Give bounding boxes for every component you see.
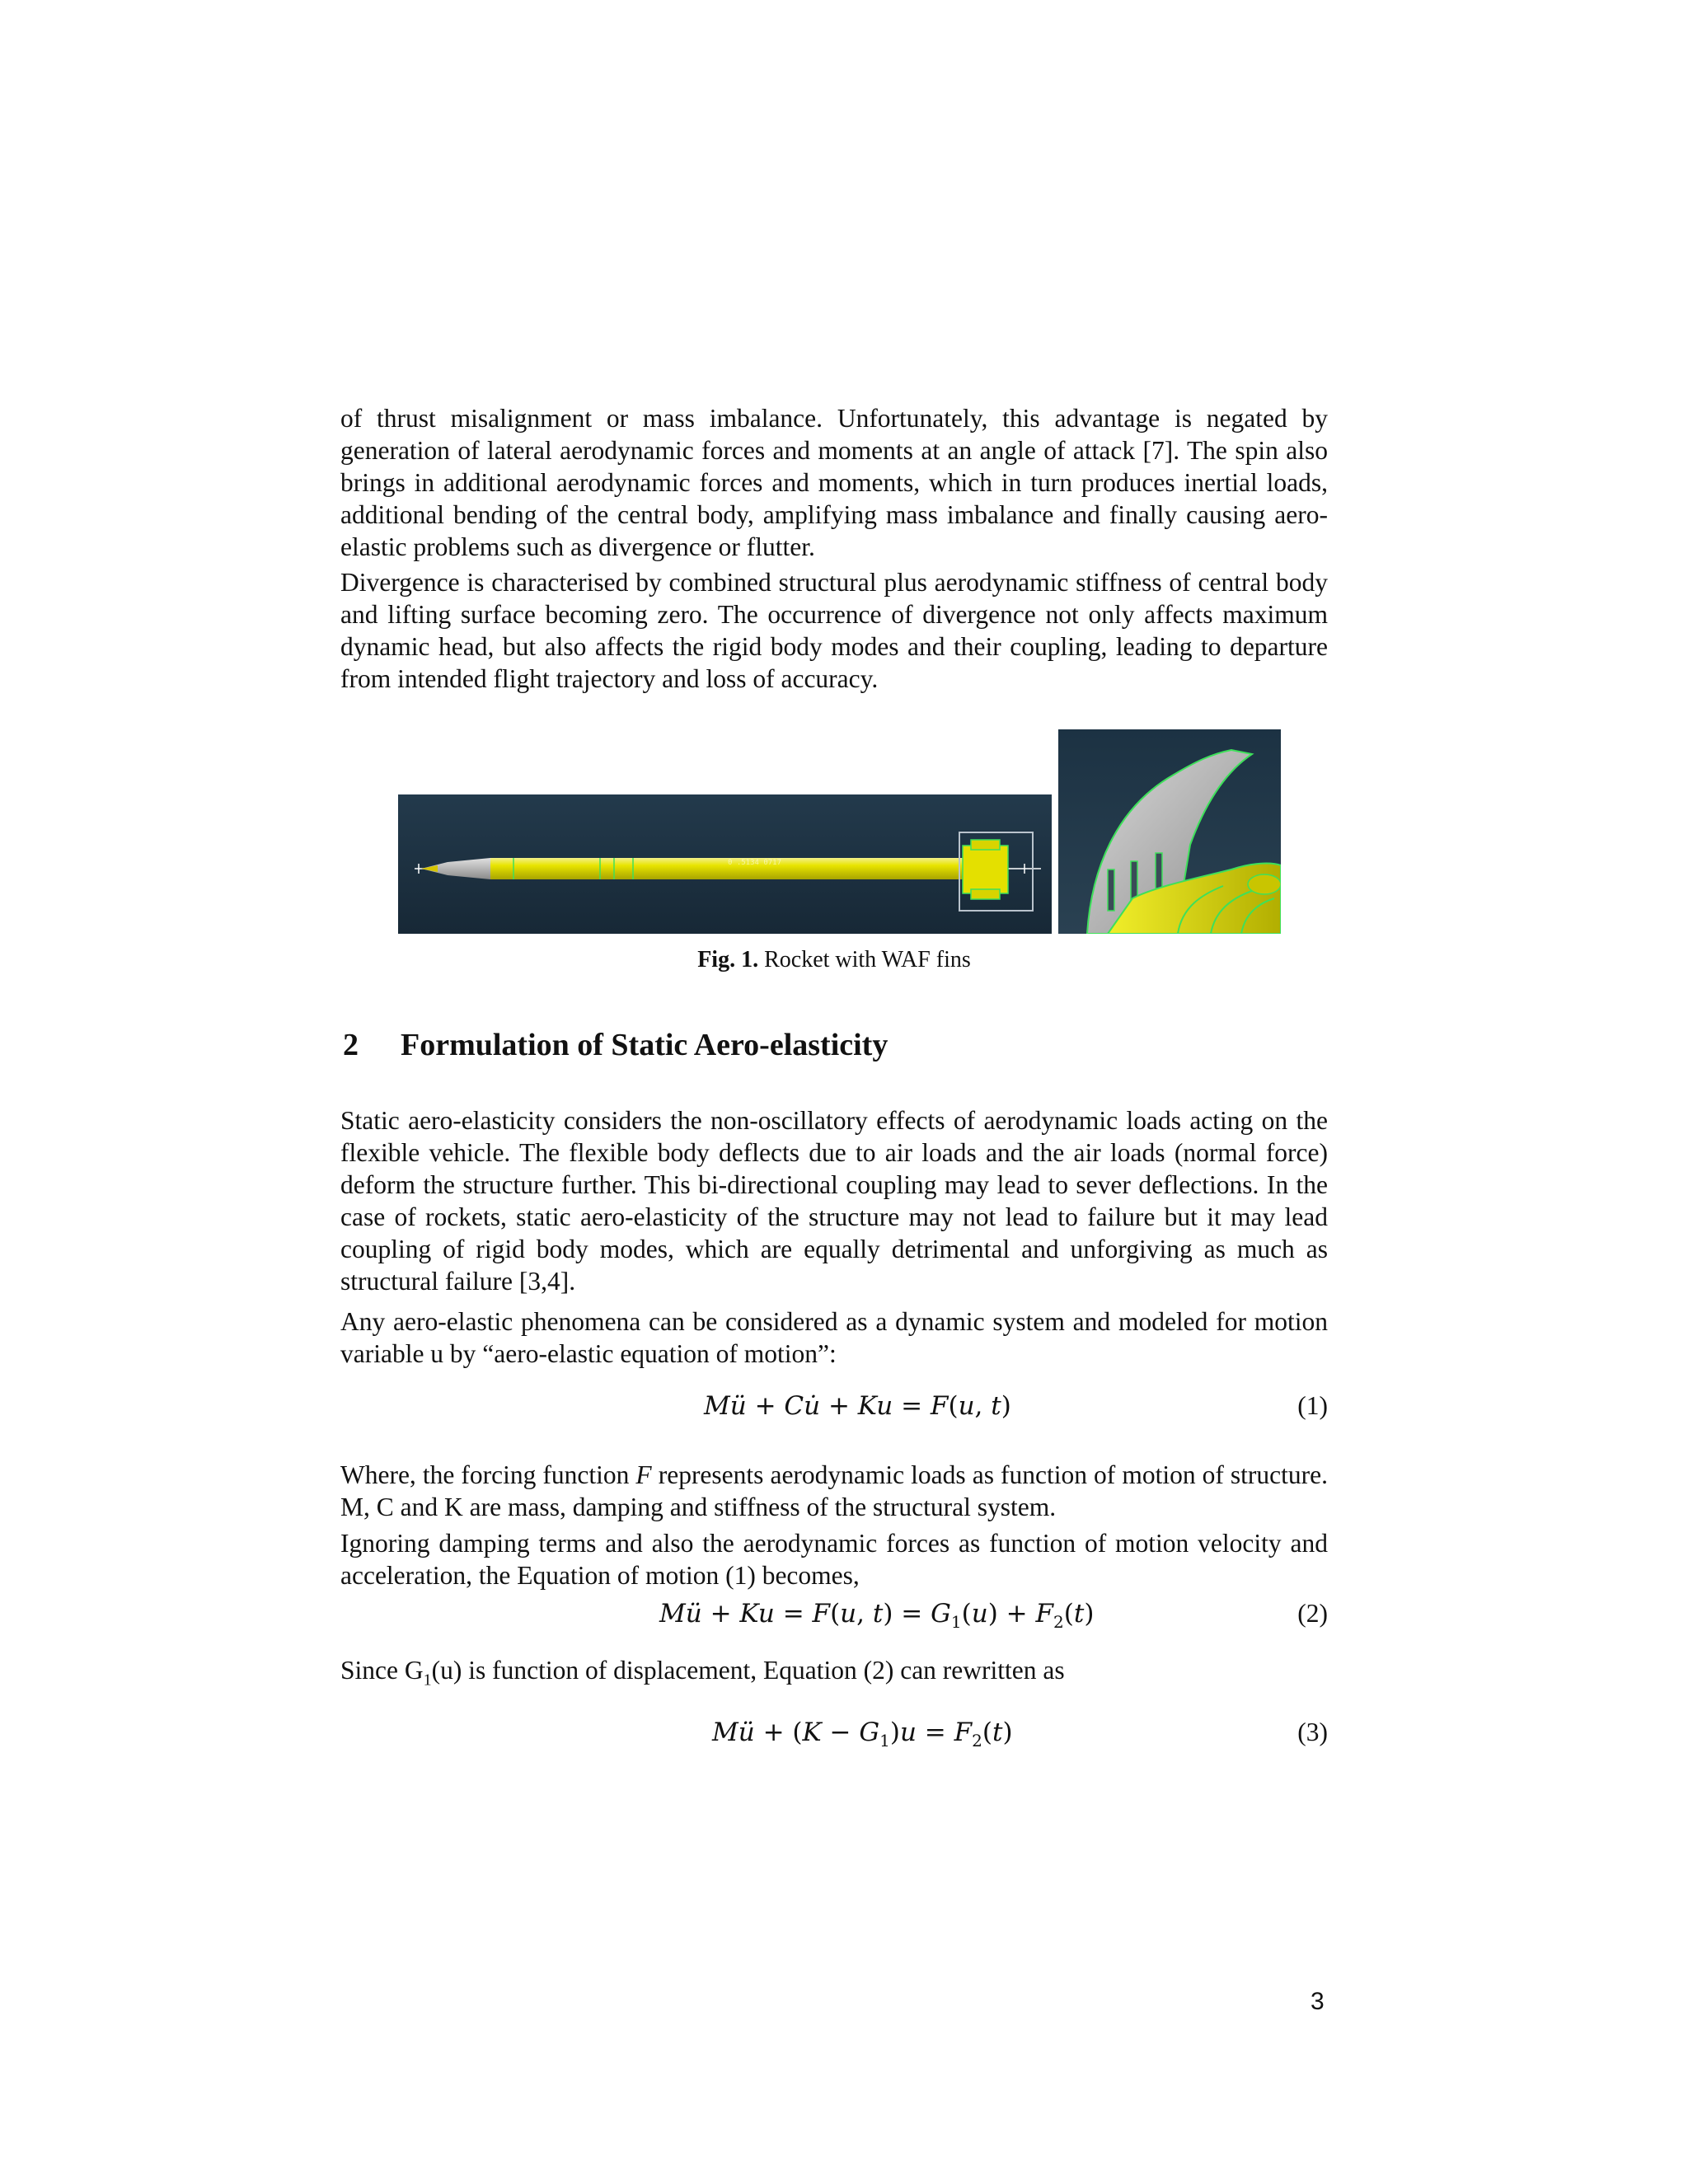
equation-1 — [340, 1388, 1328, 1424]
fin-top — [971, 840, 1000, 850]
paragraph-forcing-function — [340, 1459, 1328, 1523]
paragraph-text: of thrust misalignment or mass imbalance. Unfortunately, this advantage is negated by generation of lateral aerodynamic forces and moments at an angle of attack [7]. The spin also brings in additional aerodynamic forces and moments, which in turn produces inertial loads, additional bending of the central body, amplifying mass imbalance and finally causing aero-elastic problems such as divergence or flutter. — [340, 404, 1328, 561]
equation-1-number: (1) — [1297, 1391, 1328, 1420]
figure-label: Fig. 1. — [697, 947, 759, 972]
section-number: 2 — [343, 1028, 359, 1062]
equation-3 — [340, 1714, 1328, 1750]
scale-label: 0 .5134 0717 — [728, 859, 782, 867]
paragraph-text — [340, 1459, 1328, 1523]
paragraph-aeroelastic-phenomena — [340, 1305, 1328, 1370]
equation-3-expression: Mü + $(K - G_1)u = F_2(t)$ — [712, 1718, 1013, 1751]
equation-1-expression: Mü + Cu̇ + Ku = F(u, t) — [704, 1391, 1011, 1421]
page-number: 3 — [1311, 1988, 1325, 2015]
symbol-F: F — [635, 1460, 652, 1489]
equation-2-expression: Mü + Ku = F(u, $t) = G_1(u) + F_2(t)$ — [659, 1599, 1095, 1633]
equation-3-number: (3) — [1297, 1718, 1328, 1746]
paragraph-text: Divergence is characterised by combined structural plus aerodynamic stiffness of central body and lifting surface becoming zero. The occurrence of divergence not only affects maximum dynamic head, but also affects the rigid body modes and their coupling, leading to departure from intended flight trajectory and loss of accuracy. — [340, 568, 1328, 693]
text-run: (u) is function of displacement, Equation (2) can rewritten as — [431, 1656, 1065, 1685]
rocket-figure-main — [398, 794, 1052, 934]
subscript: 1 — [423, 1671, 432, 1690]
paragraph-text — [340, 1654, 1328, 1690]
paragraph-divergence — [340, 566, 1328, 695]
equation-2 — [340, 1596, 1328, 1632]
fin-closeup-illustration — [1058, 729, 1281, 934]
figure-caption-text: Rocket with WAF fins — [758, 947, 971, 972]
cylinder-end — [1248, 874, 1281, 894]
paragraph-ignoring-damping — [340, 1527, 1328, 1591]
rocket-illustration — [398, 794, 1052, 934]
paragraph-since-g1 — [340, 1654, 1328, 1690]
paragraph-static-aeroelasticity — [340, 1104, 1328, 1297]
fin-slot — [1108, 869, 1114, 911]
wrap-around-fins — [963, 846, 1008, 893]
paragraph-text: Any aero-elastic phenomena can be considered as a dynamic system and modeled for motion variable u by “aero-elastic equation of motion”: — [340, 1307, 1328, 1368]
fin-bottom — [971, 889, 1000, 899]
section-title: Formulation of Static Aero-elasticity — [401, 1028, 889, 1062]
section-heading — [343, 1025, 888, 1065]
equation-2-number: (2) — [1297, 1599, 1328, 1628]
text-run: Since G — [340, 1656, 424, 1685]
paragraph-text: Static aero-elasticity considers the non-oscillatory effects of aerodynamic loads acting on the flexible vehicle. The flexible body deflects due to air loads and the air loads (normal force) deform the structure further. This bi-directional coupling may lead to sever deflections. In the case of rockets, static aero-elasticity of the structure may not lead to failure but it may lead coupling of rigid body modes, which are equally detrimental and unforgiving as much as structural failure [3,4]. — [340, 1106, 1328, 1296]
paragraph-text: Ignoring damping terms and also the aerodynamic forces as function of motion velocity and acceleration, the Equation of motion (1) becomes, — [340, 1529, 1328, 1590]
figure-caption — [340, 945, 1328, 975]
text-run: represents aerodynamic loads as function of motion of structure. M, C and K are mass, damping and stiffness of the structural system. — [340, 1460, 1328, 1521]
paragraph-thrust-misalignment — [340, 402, 1328, 563]
text-run: Where, the forcing function — [340, 1460, 636, 1489]
fin-closeup-figure — [1058, 729, 1281, 934]
